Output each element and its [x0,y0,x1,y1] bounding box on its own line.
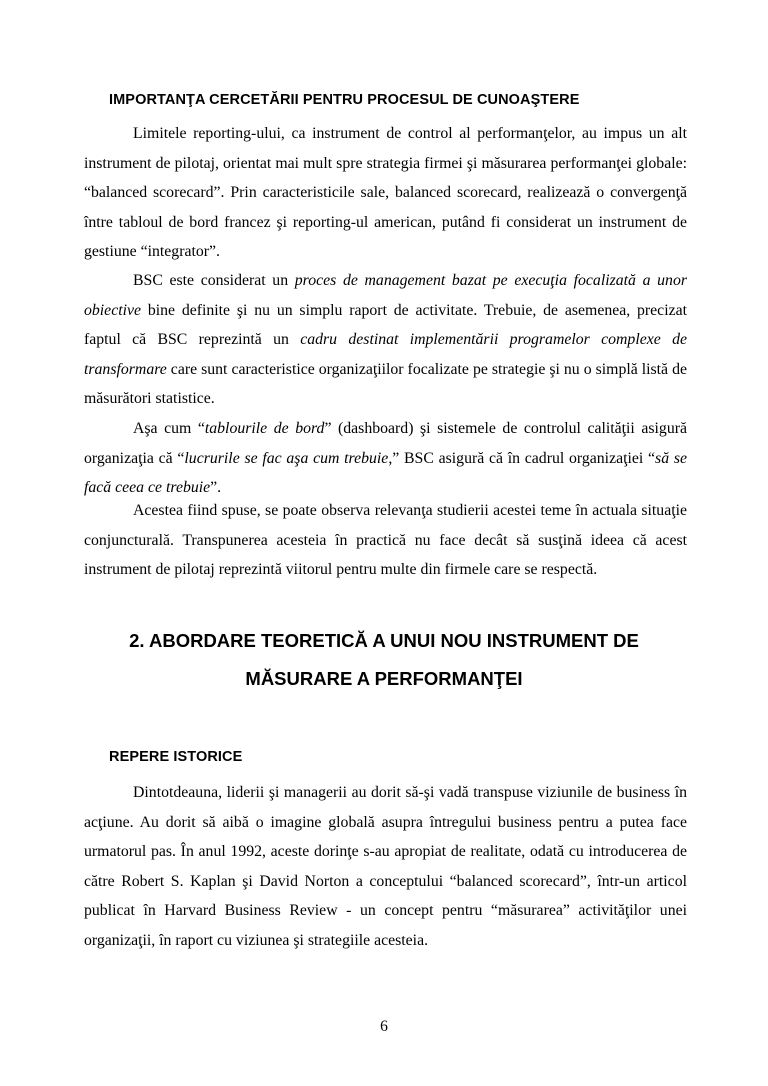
subheading-historical: REPERE ISTORICE [109,749,243,765]
page-number: 6 [380,1018,388,1035]
italic-run: lucrurile se fac aşa cum trebuie [184,449,389,467]
paragraph-relevance: Acestea fiind spuse, se poate observa relevanţa studierii acestei teme în actuala situaţie conjuncturală. Transpunerea acesteia în practică nu face decât să susţină ideea că acest instrument de pilotaj reprezintă viitorul pentru multe din firmele care se respectă. [84,502,687,578]
italic-run: să se facă ceea ce trebuie [84,449,687,496]
text-run: care sunt caracteristice organizaţiilor focalizate pe strategie şi nu o simplă listă de măsurători statistice. [84,360,687,407]
text-run: bine definite şi nu un simplu raport de activitate. Trebuie, de asemenea, precizat faptul că BSC reprezintă un [84,301,687,348]
chapter-heading-line-1: 2. ABORDARE TEORETICĂ A UNUI NOU INSTRUMENT DE [129,630,639,651]
paragraph-reporting-limits: Limitele reporting-ului, ca instrument de control al performanţelor, au impus un alt instrument de pilotaj, orientat mai mult spre strategia firmei şi măsurarea performanţei globale: “balanced scorecard”. Prin caracteristicile sale, balanced scorecard, realizează o convergenţă între tabloul de bord francez şi reporting-ul american, putând fi considerat un instrument de gestiune “integrator”. [84,125,687,260]
text-run: Aşa cum “ [133,420,205,437]
text-run: BSC este considerat un [133,272,295,289]
paragraph-dashboards [84,414,687,503]
paragraph-bsc-definition [84,266,687,414]
chapter-heading [84,622,684,698]
italic-run: proces de management bazat pe execuţia focalizată a unor obiective [84,272,687,319]
chapter-heading-line-2: MĂSURARE A PERFORMANŢEI [245,668,523,689]
paragraph-history: Dintotdeauna, liderii şi managerii au dorit să-şi vadă transpuse viziunile de business în acţiune. Au dorit să aibă o imagine globală asupra întregului business pentru a putea face urmatorul pas. În anul 1992, aceste dorinţe s-au apropiat de realitate, odată cu introducerea de către Robert S. Kaplan şi David Norton a conceptului “balanced scorecard”, într-un articol publicat în Harvard Business Review - un concept pentru “măsurarea” activităţilor unei organizaţii, în raport cu viziunea şi strategiile acesteia. [84,784,687,949]
text-run: ”. [210,479,222,496]
text-run: ,” BSC asigură că în cadrul organizaţiei “ [388,449,656,467]
text-run: ” (dashboard) şi sistemele de controlul calităţii asigură organizaţia că “ [84,420,687,467]
section-heading-importance: IMPORTANŢA CERCETĂRII PENTRU PROCESUL DE CUNOAŞTERE [109,92,580,108]
italic-run: tablourile de bord [204,420,325,437]
italic-run: cadru destinat implementării programelor complexe de transformare [84,331,687,378]
